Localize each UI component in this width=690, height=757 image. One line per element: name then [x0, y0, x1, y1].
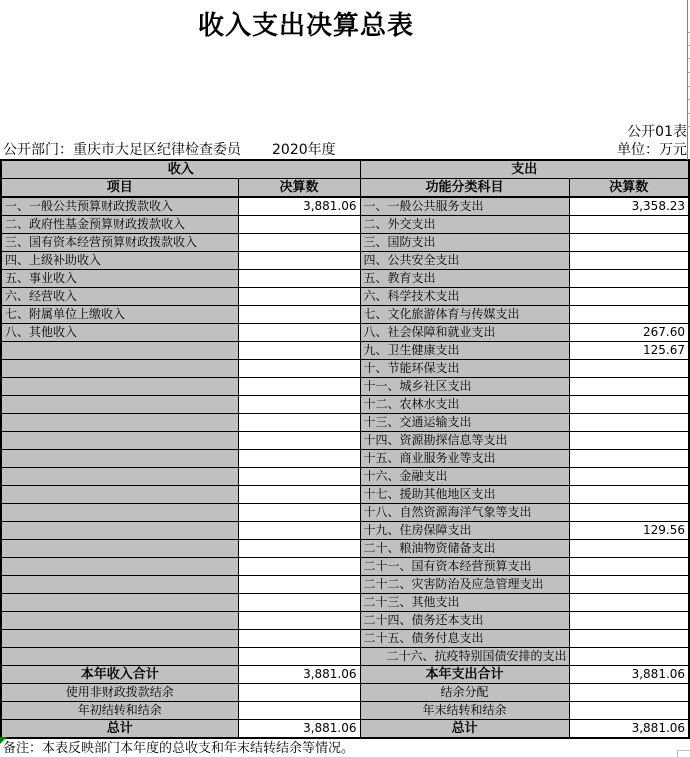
expense-amount-cell — [569, 648, 689, 666]
expense-item-cell: 二十二、灾害防治及应急管理支出 — [360, 576, 569, 594]
col-header-income-item: 项目 — [1, 179, 238, 198]
note-text: 备注：本表反映部门本年度的总收支和年末结转结余等情况。 — [3, 741, 355, 756]
expense-amount-cell — [569, 504, 689, 522]
income-amount-cell: 3,881.06 — [238, 197, 360, 216]
expense-amount-cell — [569, 540, 689, 558]
expense-amount-cell — [569, 360, 689, 378]
expense-amount-cell — [569, 306, 689, 324]
expense-item-cell: 总计 — [360, 720, 569, 739]
income-item-cell: 本年收入合计 — [1, 666, 238, 684]
income-item-cell — [1, 360, 238, 378]
expense-item-cell: 四、公共安全支出 — [360, 252, 569, 270]
expense-item-cell: 十二、农林水支出 — [360, 396, 569, 414]
expense-amount-cell: 125.67 — [569, 342, 689, 360]
col-header-income-amount: 决算数 — [238, 179, 360, 198]
table-row — [1, 612, 689, 630]
table-row — [1, 414, 689, 432]
expense-item-cell: 十、节能环保支出 — [360, 360, 569, 378]
expense-item-cell: 十九、住房保障支出 — [360, 522, 569, 540]
income-amount-cell: 3,881.06 — [238, 720, 360, 739]
table-row — [1, 504, 689, 522]
expense-item-cell: 五、教育支出 — [360, 270, 569, 288]
table-row — [1, 648, 689, 666]
income-amount-cell — [238, 540, 360, 558]
expense-amount-cell — [569, 414, 689, 432]
table-row — [1, 342, 689, 360]
income-amount-cell — [238, 450, 360, 468]
table-code-label: 公开01表 — [627, 124, 687, 140]
income-amount-cell — [238, 414, 360, 432]
expense-item-cell: 十五、商业服务业等支出 — [360, 450, 569, 468]
expense-item-cell: 二、外交支出 — [360, 216, 569, 234]
expense-amount-cell — [569, 252, 689, 270]
expense-item-cell: 十七、援助其他地区支出 — [360, 486, 569, 504]
income-amount-cell — [238, 684, 360, 702]
table-row — [1, 306, 689, 324]
table-row — [1, 522, 689, 540]
expense-item-cell: 十一、城乡社区支出 — [360, 378, 569, 396]
table-row — [1, 540, 689, 558]
income-item-cell — [1, 504, 238, 522]
table-row — [1, 378, 689, 396]
expense-amount-cell: 129.56 — [569, 522, 689, 540]
income-item-cell: 六、经营收入 — [1, 288, 238, 306]
income-item-cell — [1, 486, 238, 504]
income-amount-cell — [238, 468, 360, 486]
col-header-expense-item: 功能分类科目 — [360, 179, 569, 198]
income-item-cell: 总计 — [1, 720, 238, 739]
gridline-corner-mark — [677, 750, 678, 757]
income-amount-cell — [238, 306, 360, 324]
table-row — [1, 576, 689, 594]
income-amount-cell: 3,881.06 — [238, 666, 360, 684]
income-item-cell — [1, 414, 238, 432]
expense-item-cell: 本年支出合计 — [360, 666, 569, 684]
income-item-cell: 年初结转和结余 — [1, 702, 238, 720]
table-row — [1, 197, 689, 216]
income-amount-cell — [238, 522, 360, 540]
income-amount-cell — [238, 612, 360, 630]
expense-amount-cell — [569, 594, 689, 612]
income-amount-cell — [238, 324, 360, 342]
expense-amount-cell — [569, 486, 689, 504]
expense-amount-cell: 3,881.06 — [569, 720, 689, 739]
expense-item-cell: 二十四、债务还本支出 — [360, 612, 569, 630]
expense-amount-cell — [569, 234, 689, 252]
income-item-cell — [1, 468, 238, 486]
column-header-row — [1, 179, 689, 198]
expense-item-cell: 二十一、国有资本经营预算支出 — [360, 558, 569, 576]
footer-row — [1, 666, 689, 684]
expense-amount-cell: 267.60 — [569, 324, 689, 342]
income-item-cell: 一、一般公共预算财政拨款收入 — [1, 197, 238, 216]
footer-row — [1, 702, 689, 720]
income-item-cell — [1, 450, 238, 468]
expense-amount-cell: 3,881.06 — [569, 666, 689, 684]
income-item-cell: 八、其他收入 — [1, 324, 238, 342]
page-title: 收入支出决算总表 — [197, 11, 414, 41]
expense-amount-cell — [569, 558, 689, 576]
income-amount-cell — [238, 360, 360, 378]
income-amount-cell — [238, 648, 360, 666]
table-row — [1, 468, 689, 486]
income-item-cell — [1, 378, 238, 396]
expense-amount-cell — [569, 630, 689, 648]
income-amount-cell — [238, 342, 360, 360]
table-row — [1, 270, 689, 288]
section-header-row — [1, 160, 689, 179]
expense-item-cell: 六、科学技术支出 — [360, 288, 569, 306]
income-amount-cell — [238, 216, 360, 234]
expense-item-cell: 八、社会保障和就业支出 — [360, 324, 569, 342]
income-amount-cell — [238, 702, 360, 720]
table-row — [1, 594, 689, 612]
expense-item-cell: 十四、资源勘探信息等支出 — [360, 432, 569, 450]
income-amount-cell — [238, 486, 360, 504]
unit-label: 单位：万元 — [617, 142, 687, 158]
expense-item-cell: 二十三、其他支出 — [360, 594, 569, 612]
table-row — [1, 558, 689, 576]
income-expense-table — [0, 159, 690, 739]
income-amount-cell — [238, 594, 360, 612]
fiscal-year-label: 2020年度 — [272, 142, 336, 158]
expense-section-header: 支出 — [360, 160, 689, 179]
gridline-corner-mark — [677, 750, 690, 751]
table-row — [1, 432, 689, 450]
expense-item-cell: 十八、自然资源海洋气象等支出 — [360, 504, 569, 522]
income-item-cell — [1, 630, 238, 648]
income-amount-cell — [238, 288, 360, 306]
income-amount-cell — [238, 396, 360, 414]
expense-amount-cell — [569, 216, 689, 234]
income-item-cell — [1, 594, 238, 612]
income-item-cell: 二、政府性基金预算财政拨款收入 — [1, 216, 238, 234]
income-section-header: 收入 — [1, 160, 360, 179]
expense-amount-cell — [569, 396, 689, 414]
expense-amount-cell — [569, 432, 689, 450]
table-row — [1, 396, 689, 414]
department-label: 公开部门：重庆市大足区纪律检查委员 — [3, 142, 241, 158]
expense-amount-cell — [569, 576, 689, 594]
income-item-cell — [1, 540, 238, 558]
income-item-cell: 使用非财政拨款结余 — [1, 684, 238, 702]
col-header-expense-amount: 决算数 — [569, 179, 689, 198]
income-amount-cell — [238, 252, 360, 270]
table-row — [1, 288, 689, 306]
footer-row — [1, 720, 689, 739]
table-row — [1, 360, 689, 378]
income-item-cell — [1, 342, 238, 360]
income-item-cell: 三、国有资本经营预算财政拨款收入 — [1, 234, 238, 252]
expense-amount-cell — [569, 378, 689, 396]
table-row — [1, 486, 689, 504]
expense-item-cell: 二十六、抗疫特别国债安排的支出 — [360, 648, 569, 666]
income-amount-cell — [238, 432, 360, 450]
income-item-cell — [1, 576, 238, 594]
income-item-cell — [1, 396, 238, 414]
income-item-cell: 五、事业收入 — [1, 270, 238, 288]
income-amount-cell — [238, 234, 360, 252]
expense-amount-cell: 3,358.23 — [569, 197, 689, 216]
expense-item-cell: 二十、粮油物资储备支出 — [360, 540, 569, 558]
income-item-cell — [1, 558, 238, 576]
table-row — [1, 324, 689, 342]
income-item-cell: 四、上级补助收入 — [1, 252, 238, 270]
table-row — [1, 216, 689, 234]
table-row — [1, 450, 689, 468]
expense-amount-cell — [569, 288, 689, 306]
income-amount-cell — [238, 504, 360, 522]
income-amount-cell — [238, 270, 360, 288]
income-item-cell: 七、附属单位上缴收入 — [1, 306, 238, 324]
income-amount-cell — [238, 576, 360, 594]
expense-amount-cell — [569, 612, 689, 630]
footer-row — [1, 684, 689, 702]
expense-item-cell: 十三、交通运输支出 — [360, 414, 569, 432]
table-row — [1, 234, 689, 252]
income-item-cell — [1, 432, 238, 450]
expense-item-cell: 三、国防支出 — [360, 234, 569, 252]
income-item-cell — [1, 522, 238, 540]
income-amount-cell — [238, 378, 360, 396]
expense-item-cell: 十六、金融支出 — [360, 468, 569, 486]
expense-amount-cell — [569, 468, 689, 486]
expense-amount-cell — [569, 270, 689, 288]
expense-amount-cell — [569, 702, 689, 720]
table-row — [1, 252, 689, 270]
income-amount-cell — [238, 558, 360, 576]
income-item-cell — [1, 648, 238, 666]
expense-item-cell: 结余分配 — [360, 684, 569, 702]
income-item-cell — [1, 612, 238, 630]
expense-item-cell: 年末结转和结余 — [360, 702, 569, 720]
gridline-right-border — [687, 0, 688, 160]
expense-item-cell: 九、卫生健康支出 — [360, 342, 569, 360]
income-amount-cell — [238, 630, 360, 648]
expense-amount-cell — [569, 450, 689, 468]
expense-amount-cell — [569, 684, 689, 702]
expense-item-cell: 七、文化旅游体育与传媒支出 — [360, 306, 569, 324]
expense-item-cell: 一、一般公共服务支出 — [360, 197, 569, 216]
expense-item-cell: 二十五、债务付息支出 — [360, 630, 569, 648]
table-row — [1, 630, 689, 648]
